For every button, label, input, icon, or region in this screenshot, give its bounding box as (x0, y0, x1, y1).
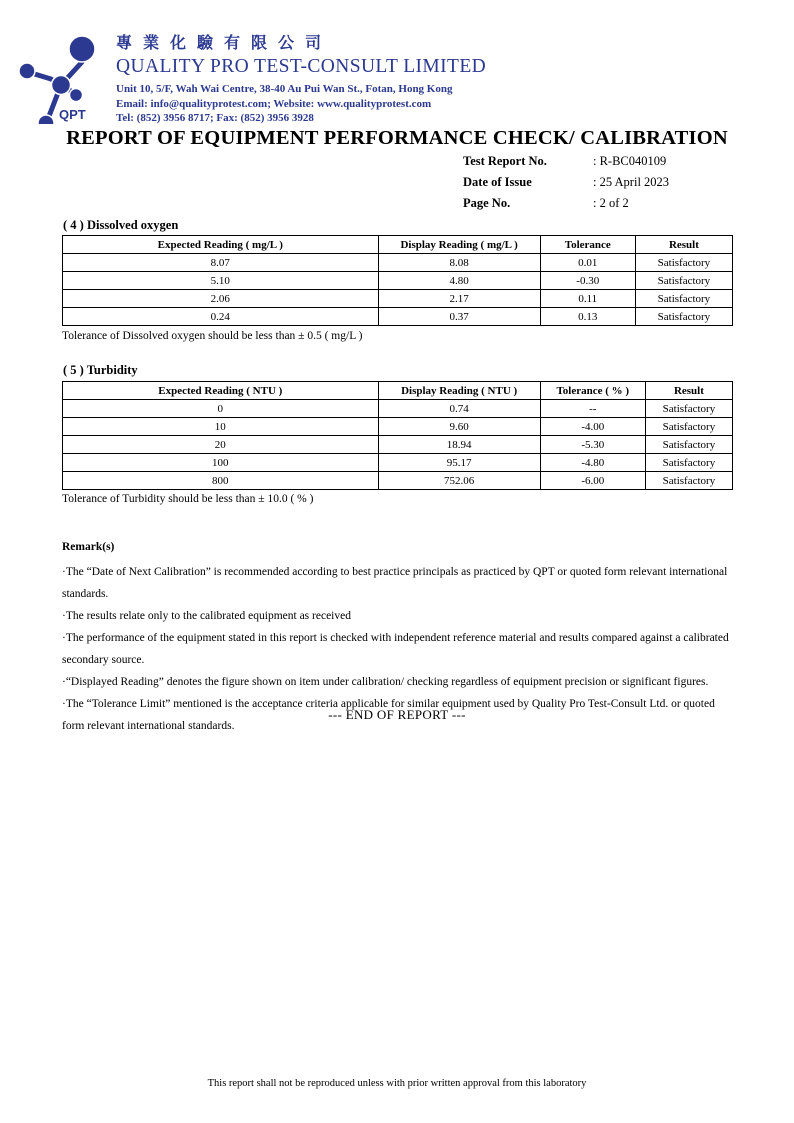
table-cell: 9.60 (378, 418, 540, 436)
table-cell: Satisfactory (645, 454, 732, 472)
company-email-website: Email: info@qualityprotest.com; Website: www.qualityprotest.com (116, 97, 432, 110)
column-header: Tolerance ( % ) (540, 382, 645, 400)
table-row (63, 308, 733, 326)
dissolved-oxygen-table (62, 235, 733, 326)
remark-item: ·The performance of the equipment stated in this report is checked with independent reference material and results compared against a calibrated secondary source. (62, 632, 729, 666)
table-cell: -5.30 (540, 436, 645, 454)
table-cell: Satisfactory (645, 400, 732, 418)
table-cell: Satisfactory (645, 472, 732, 490)
table-row (63, 418, 733, 436)
remark-item: ·“Displayed Reading” denotes the figure shown on item under calibration/ checking regardless of equipment precision or significant figures. (62, 676, 709, 688)
table-cell: 752.06 (378, 472, 540, 490)
table-cell: 20 (63, 436, 379, 454)
table-cell: 0.74 (378, 400, 540, 418)
page-no-label: Page No. (463, 196, 511, 210)
table-cell: 5.10 (63, 272, 379, 290)
column-header: Display Reading ( NTU ) (378, 382, 540, 400)
table-cell: Satisfactory (635, 254, 732, 272)
table-cell: -- (540, 400, 645, 418)
table-cell: 18.94 (378, 436, 540, 454)
test-report-no-label: Test Report No. (463, 154, 547, 168)
end-of-report: --- END OF REPORT --- (328, 707, 466, 722)
table-cell: Satisfactory (645, 436, 732, 454)
table-row (63, 290, 733, 308)
section-5-heading: ( 5 ) Turbidity (63, 363, 138, 377)
section-4-heading: ( 4 ) Dissolved oxygen (63, 218, 179, 232)
column-header: Result (635, 236, 732, 254)
table-cell: 8.08 (378, 254, 540, 272)
date-of-issue-value: : 25 April 2023 (593, 175, 670, 189)
column-header: Expected Reading ( NTU ) (63, 382, 379, 400)
table-row (63, 472, 733, 490)
table-cell: 0.24 (63, 308, 379, 326)
company-address: Unit 10, 5/F, Wah Wai Centre, 38-40 Au Pui Wan St., Fotan, Hong Kong (116, 83, 453, 95)
column-header: Tolerance (540, 236, 635, 254)
qpt-molecule-logo-icon (8, 22, 108, 124)
table-cell: 0.01 (540, 254, 635, 272)
letterhead (8, 22, 486, 126)
table-cell: 2.17 (378, 290, 540, 308)
table-row (63, 254, 733, 272)
dissolved-oxygen-tolerance-note: Tolerance of Dissolved oxygen should be less than ± 0.5 ( mg/L ) (62, 330, 363, 342)
column-header: Display Reading ( mg/L ) (378, 236, 540, 254)
remark-item: ·The results relate only to the calibrated equipment as received (62, 610, 351, 622)
table-row (63, 400, 733, 418)
table-cell: 0.11 (540, 290, 635, 308)
column-header: Expected Reading ( mg/L ) (63, 236, 379, 254)
table-cell: -4.80 (540, 454, 645, 472)
table-cell: Satisfactory (635, 290, 732, 308)
table-cell: -4.00 (540, 418, 645, 436)
table-cell: -6.00 (540, 472, 645, 490)
company-tel-fax: Tel: (852) 3956 8717; Fax: (852) 3956 3928 (116, 112, 314, 125)
table-cell: 10 (63, 418, 379, 436)
report-title: REPORT OF EQUIPMENT PERFORMANCE CHECK/ CALIBRATION (66, 127, 728, 149)
table-cell: Satisfactory (635, 272, 732, 290)
table-row (63, 454, 733, 472)
company-name-chinese: 專業化驗有限公司 (116, 35, 333, 52)
footer-disclaimer: This report shall not be reproduced unless with prior written approval from this laboratory (207, 1078, 587, 1089)
table-cell: 8.07 (63, 254, 379, 272)
remark-item: ·The “Date of Next Calibration” is recommended according to best practice principals as practiced by QPT or quoted form relevant international standards. (62, 566, 728, 600)
table-row (63, 436, 733, 454)
remarks-heading: Remark(s) (62, 541, 115, 553)
test-report-no-value: : R-BC040109 (593, 154, 667, 168)
table-row (63, 272, 733, 290)
table-cell: Satisfactory (645, 418, 732, 436)
report-info (463, 151, 669, 214)
turbidity-table (62, 381, 733, 490)
column-header: Result (645, 382, 732, 400)
table-cell: 800 (63, 472, 379, 490)
table-cell: Satisfactory (635, 308, 732, 326)
company-block (116, 22, 486, 126)
table-cell: 100 (63, 454, 379, 472)
date-of-issue-label: Date of Issue (463, 175, 532, 189)
table-cell: 4.80 (378, 272, 540, 290)
table-cell: 2.06 (63, 290, 379, 308)
table-cell: -0.30 (540, 272, 635, 290)
turbidity-tolerance-note: Tolerance of Turbidity should be less than ± 10.0 ( % ) (62, 493, 314, 505)
logo-text: QPT (59, 107, 86, 122)
table-cell: 95.17 (378, 454, 540, 472)
company-name-english: QUALITY PRO TEST-CONSULT LIMITED (116, 56, 487, 77)
remark-item: ·The “Tolerance Limit” mentioned is the acceptance criteria applicable for similar equipment used by Quality Pro Test-Consult Ltd. or quoted form relevant international standards. (62, 698, 715, 732)
page-no-value: : 2 of 2 (593, 196, 629, 210)
table-cell: 0.37 (378, 308, 540, 326)
table-cell: 0 (63, 400, 379, 418)
table-cell: 0.13 (540, 308, 635, 326)
